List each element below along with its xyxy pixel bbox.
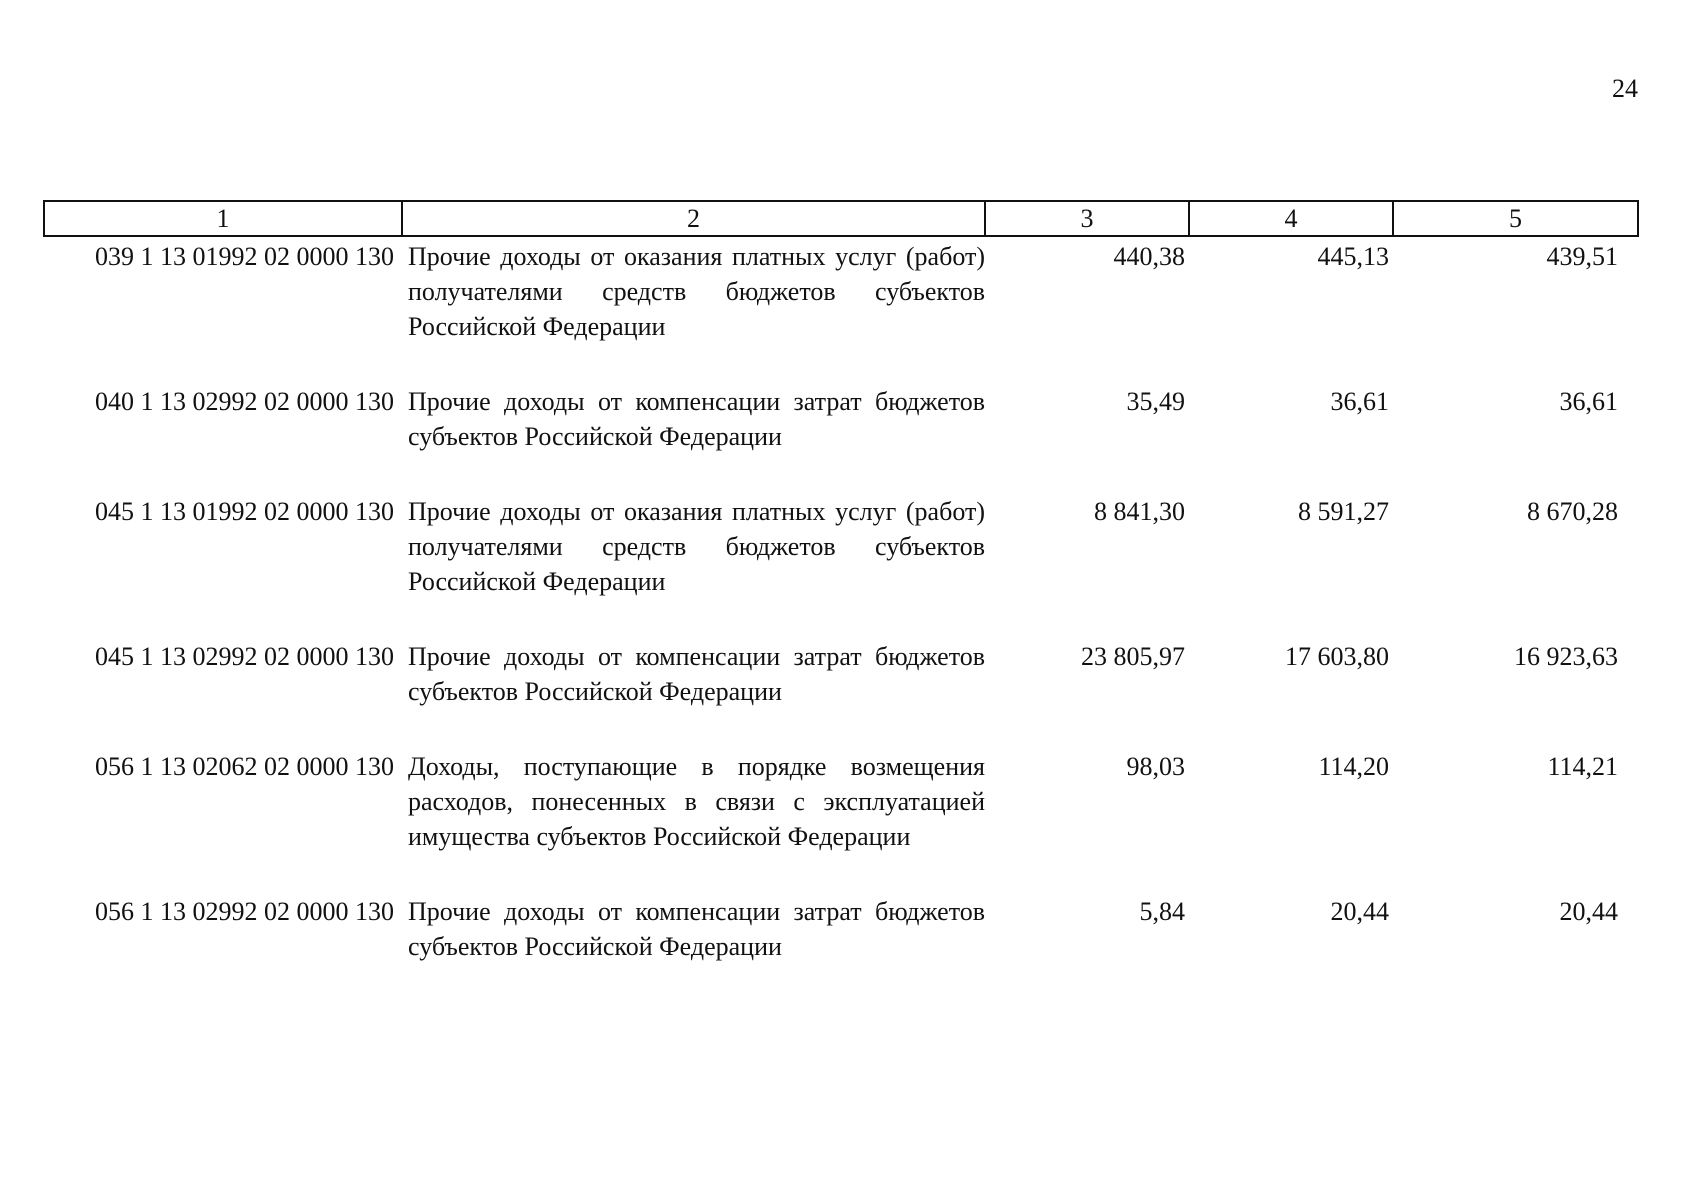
value-col-4-cell: 445,13 [1317, 242, 1389, 271]
header-col-4: 4 [1189, 201, 1393, 236]
value-col-5-cell: 8 670,28 [1527, 497, 1618, 526]
value-col-5-cell: 439,51 [1546, 242, 1618, 271]
table-body [44, 236, 1638, 1004]
value-col-3-cell: 35,49 [1126, 387, 1185, 416]
table-row [44, 639, 1638, 749]
description-cell: Прочие доходы от компенсации затрат бюджетов субъектов Российской Федерации [408, 642, 985, 706]
header-row [44, 201, 1638, 236]
header-col-2: 2 [402, 201, 985, 236]
page-number: 24 [1612, 74, 1638, 103]
budget-code-cell: 045 1 13 02992 02 0000 130 [95, 642, 394, 671]
budget-code-cell: 056 1 13 02992 02 0000 130 [95, 897, 394, 926]
table-row [44, 494, 1638, 639]
value-col-5-cell: 20,44 [1559, 897, 1618, 926]
value-col-5-cell: 36,61 [1559, 387, 1618, 416]
description-cell: Прочие доходы от компенсации затрат бюджетов субъектов Российской Федерации [408, 897, 985, 961]
budget-code-cell: 045 1 13 01992 02 0000 130 [95, 497, 394, 526]
budget-code-cell: 040 1 13 02992 02 0000 130 [95, 387, 394, 416]
header-col-5: 5 [1393, 201, 1638, 236]
value-col-5-cell: 16 923,63 [1514, 642, 1618, 671]
value-col-3-cell: 98,03 [1126, 752, 1185, 781]
budget-code-cell: 039 1 13 01992 02 0000 130 [95, 242, 394, 271]
header-col-1: 1 [44, 201, 402, 236]
table-row [44, 894, 1638, 1004]
value-col-3-cell: 8 841,30 [1094, 497, 1185, 526]
value-col-3-cell: 5,84 [1139, 897, 1185, 926]
value-col-4-cell: 17 603,80 [1285, 642, 1389, 671]
table-row [44, 384, 1638, 494]
description-cell: Прочие доходы от оказания платных услуг (работ) получателями средств бюджетов субъектов Российской Федерации [408, 242, 985, 341]
revenue-table [43, 200, 1639, 1004]
budget-code-cell: 056 1 13 02062 02 0000 130 [95, 752, 394, 781]
revenue-table-container [43, 200, 1637, 1004]
table-row [44, 749, 1638, 894]
description-cell: Доходы, поступающие в порядке возмещения расходов, понесенных в связи с эксплуатацией имущества субъектов Российской Федерации [408, 752, 985, 851]
value-col-3-cell: 440,38 [1113, 242, 1185, 271]
header-col-3: 3 [985, 201, 1189, 236]
description-cell: Прочие доходы от оказания платных услуг (работ) получателями средств бюджетов субъектов Российской Федерации [408, 497, 985, 596]
table-row [44, 236, 1638, 384]
value-col-3-cell: 23 805,97 [1081, 642, 1185, 671]
value-col-4-cell: 114,20 [1318, 752, 1389, 781]
description-cell: Прочие доходы от компенсации затрат бюджетов субъектов Российской Федерации [408, 387, 985, 451]
table-header [44, 201, 1638, 236]
value-col-5-cell: 114,21 [1547, 752, 1618, 781]
value-col-4-cell: 8 591,27 [1298, 497, 1389, 526]
value-col-4-cell: 20,44 [1330, 897, 1389, 926]
value-col-4-cell: 36,61 [1330, 387, 1389, 416]
